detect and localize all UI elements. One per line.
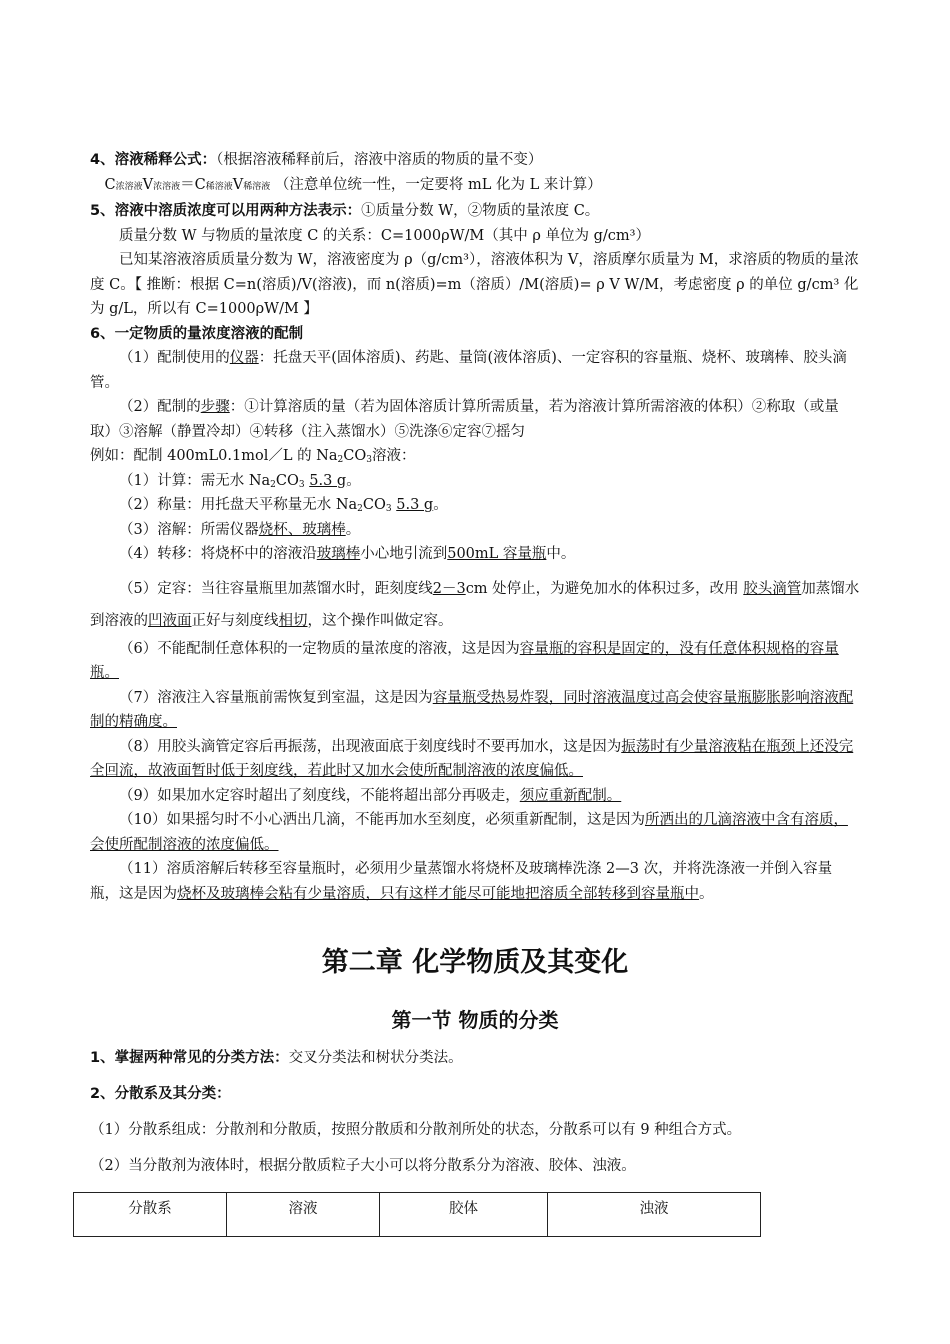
- s5-relation: 质量分数 W 与物质的量浓度 C 的关系：C=1000ρW/M（其中 ρ 单位为 g/cm³）: [119, 227, 650, 244]
- table-row: [74, 1193, 761, 1237]
- s6-steps: （2）配制的步骤：①计算溶质的量（若为固体溶质计算所需质量，若为溶液计算所需溶液的体积）②称取（或量取）③溶解（静置冷却）④转移（注入蒸馏水）⑤洗涤⑥定容⑦摇匀: [90, 399, 839, 440]
- table-header-cell: 分散系: [74, 1193, 227, 1237]
- classification-methods: 1、掌握两种常见的分类方法：交叉分类法和树状分类法。: [90, 1050, 463, 1066]
- step-fill: （5）定容：当往容量瓶里加蒸馏水时，距刻度线2－3cm 处停止，为避免加水的体积过多，改用 胶头滴管加蒸馏水到溶液的凹液面正好与刻度线相切，这个操作叫做定容。: [90, 580, 860, 629]
- s5-title-line: 5、溶液中溶质浓度可以用两种方法表示：①质量分数 W，②物质的量浓度 C。: [90, 203, 600, 219]
- s5-derivation: 已知某溶液溶质质量分数为 W，溶液密度为 ρ（g/cm³），溶液体积为 V，溶质摩尔质量为 M，求溶质的物质的量浓度 C。【 推断：根据 C=n(溶质)/V(溶液)，而 n(溶质)=m（溶质）/M(溶质)= ρ V W/M，考虑密度 ρ 的单位 g/cm³ 化为 g/L，所以有 C=1000ρW/M 】: [90, 252, 859, 317]
- step-calc: （1）计算：需无水 $Na_2CO_3$ 5.3 g。: [119, 472, 361, 490]
- table-header-cell: 浊液: [548, 1193, 761, 1237]
- dilution-formula: C浓溶液V浓溶液＝C稀溶液V稀溶液 （注意单位统一性，一定要将 mL 化为 L 来计算）: [104, 176, 602, 193]
- step-dissolve: （3）溶解：所需仪器烧杯、玻璃棒。: [119, 521, 361, 538]
- chapter-title: 第二章 化学物质及其变化: [321, 947, 629, 978]
- note-8: （8）用胶头滴管定容后再振荡，出现液面底于刻度线时不要再加水，这是因为振荡时有少量溶液粘在瓶颈上还没完全回流，故液面暂时低于刻度线，若此时又加水会使所配制溶液的浓度偏低。: [90, 738, 854, 779]
- example-line: 例如：配制 400mL0.1mol／L 的 $Na_2CO_3$溶液：: [90, 448, 416, 465]
- note-7: （7）溶液注入容量瓶前需恢复到室温，这是因为容量瓶受热易炸裂，同时溶液温度过高会使容量瓶膨胀影响溶液配制的精确度。: [90, 689, 854, 730]
- dispersion-liquid: （2）当分散剂为液体时，根据分散质粒子大小可以将分散系分为溶液、胶体、浊液。: [90, 1158, 636, 1174]
- table-header-cell: 溶液: [227, 1193, 380, 1237]
- dispersion-composition: （1）分散系组成：分散剂和分散质，按照分散质和分散剂所处的状态，分散系可以有 9 种组合方式。: [90, 1122, 742, 1138]
- document-body: [90, 148, 860, 906]
- table-header-cell: 胶体: [380, 1193, 548, 1237]
- dispersion-table: [73, 1192, 761, 1237]
- chapter2-body: [90, 1046, 870, 1190]
- step-transfer: （4）转移：将烧杯中的溶液沿玻璃棒小心地引流到500mL 容量瓶中。: [119, 546, 576, 562]
- section-title: 第一节 物质的分类: [391, 1008, 559, 1032]
- s6-title: 6、一定物质的量浓度溶液的配制: [90, 325, 304, 342]
- dispersion-heading: 2、分散系及其分类：: [90, 1086, 231, 1102]
- step-weigh: （2）称量：用托盘天平称量无水 $Na_2CO_3$ 5.3 g。: [119, 497, 448, 514]
- note-10: （10）如果摇匀时不小心洒出几滴，不能再加水至刻度，必须重新配制，这是因为所洒出的几滴溶液中含有溶质，会使所配制溶液的浓度偏低。: [90, 812, 848, 853]
- s4-title-line: 4、溶液稀释公式：（根据溶液稀释前后，溶液中溶质的物质的量不变）: [90, 152, 543, 168]
- note-6: （6）不能配制任意体积的一定物质的量浓度的溶液，这是因为容量瓶的容积是固定的，没有任意体积规格的容量瓶。: [90, 640, 839, 681]
- s6-instruments: （1）配制使用的仪器：托盘天平(固体溶质)、药匙、量筒(液体溶质)、一定容积的容量瓶、烧杯、玻璃棒、胶头滴管。: [90, 350, 847, 391]
- note-9: （9）如果加水定容时超出了刻度线，不能将超出部分再吸走，须应重新配制。: [119, 787, 622, 804]
- note-11: （11）溶质溶解后转移至容量瓶时，必须用少量蒸馏水将烧杯及玻璃棒洗涤 2—3 次，并将洗涤液一并倒入容量瓶，这是因为烧杯及玻璃棒会粘有少量溶质，只有这样才能尽可能地把溶质全部转移到容量瓶中。: [90, 861, 833, 902]
